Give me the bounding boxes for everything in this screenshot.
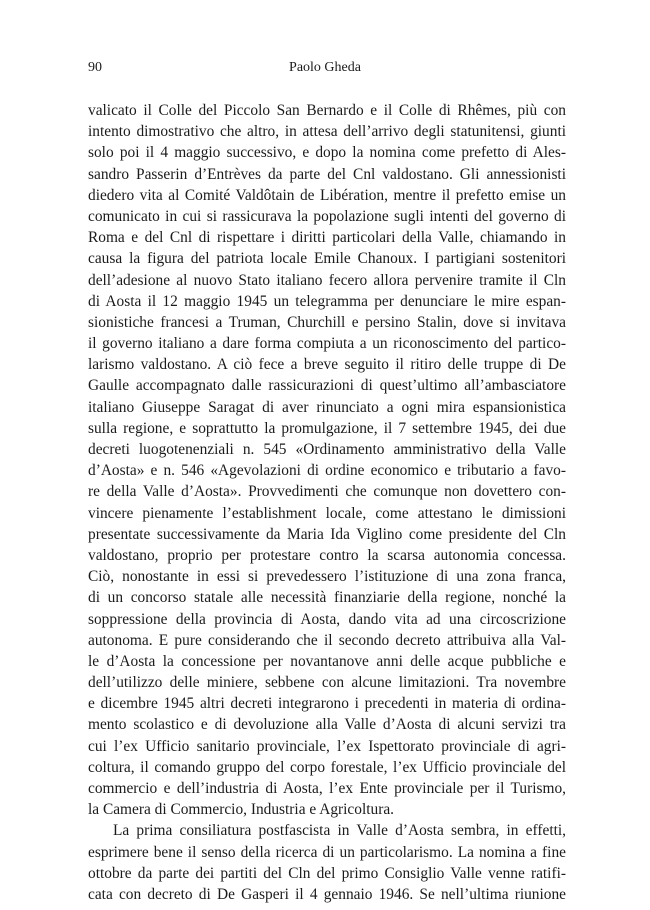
text-line: sulla regione, e soprattutto la promulgazione, il 7 settembre 1945, dei due: [88, 419, 566, 437]
text-line: Ciò, nonostante in essi si prevedessero l’istituzione di una zona franca,: [88, 568, 566, 586]
text-line: ottobre da parte dei partiti del Cln del primo Consiglio Valle venne ratifi-: [88, 864, 566, 882]
text-line: re della Valle d’Aosta». Provvedimenti che comunque non dovettero con-: [88, 483, 566, 501]
body-text: [88, 100, 566, 905]
text-line: italiano Giuseppe Saragat di aver rinunciato a ogni mira espansionistica: [88, 398, 566, 416]
paragraph-start-line: La prima consiliatura postfascista in Valle d’Aosta sembra, in effetti,: [113, 822, 566, 840]
text-line: cui l’ex Ufficio sanitario provinciale, l’ex Ispettorato provinciale di agri-: [88, 737, 566, 755]
text-line: presentate successivamente da Maria Ida Viglino come presidente del Cln: [88, 525, 566, 543]
text-line: comunicato in cui si rassicurava la popolazione sugli intenti del governo di: [88, 207, 566, 225]
text-line: diedero vita al Comité Valdôtain de Libération, mentre il prefetto emise un: [88, 186, 566, 204]
text-line: cata con decreto di De Gasperi il 4 gennaio 1946. Se nell’ultima riunione: [88, 885, 566, 903]
text-line: mento scolastico e di devoluzione alla Valle d’Aosta di alcuni servizi tra: [88, 716, 566, 734]
text-line: vincere pienamente l’establishment locale, come attestano le dimissioni: [88, 504, 566, 522]
page-number: 90: [88, 60, 102, 75]
running-head: Paolo Gheda: [289, 60, 361, 75]
text-line: e dicembre 1945 altri decreti integrarono i precedenti in materia di ordina-: [88, 695, 566, 713]
text-line: causa la figura del patriota locale Emile Chanoux. I partigiani sostenitori: [88, 250, 566, 268]
text-line: coltura, il comando gruppo del corpo forestale, l’ex Ufficio provinciale del: [88, 758, 566, 776]
text-line: soppressione della provincia di Aosta, dando vita ad una circoscrizione: [88, 610, 566, 628]
text-line: dell’utilizzo delle miniere, sebbene con alcune limitazioni. Tra novembre: [88, 674, 566, 692]
text-line: autonoma. E pure considerando che il secondo decreto attribuiva alla Val-: [88, 631, 566, 649]
text-line: decreti luogotenenziali n. 545 «Ordinamento amministrativo della Valle: [88, 441, 566, 458]
text-line: intento dimostrativo che altro, in attesa dell’arrivo degli statunitensi, giunti: [88, 123, 566, 141]
paragraph-end-line: la Camera di Commercio, Industria e Agricoltura.: [88, 801, 395, 819]
text-line: sandro Passerin d’Entrèves da parte del Cnl valdostano. Gli annessionisti: [88, 165, 566, 183]
text-line: valdostano, proprio per protestare contro la scarsa autonomia concessa.: [88, 546, 566, 564]
text-line: Roma e del Cnl di rispettare i diritti particolari della Valle, chiamando in: [88, 229, 566, 247]
text-line: commercio e dell’industria di Aosta, l’ex Ente provinciale per il Turismo,: [88, 780, 566, 797]
text-line: d’Aosta» e n. 546 «Agevolazioni di ordine economico e tributario a favo-: [88, 462, 566, 480]
text-line: di un concorso statale alle necessità finanziarie della regione, nonché la: [88, 589, 566, 607]
page-header: [88, 60, 562, 80]
text-line: le d’Aosta la concessione per novantanove anni delle acque pubbliche e: [88, 652, 566, 670]
text-line: dell’adesione al nuovo Stato italiano fecero allora pervenire tramite il Cln: [88, 271, 566, 289]
text-line: sionistiche francesi a Truman, Churchill e persino Stalin, dove si invitava: [88, 313, 566, 331]
text-line: esprimere bene il senso della ricerca di un particolarismo. La nomina a fine: [88, 843, 566, 861]
text-line: Gaulle accompagnato dalle rassicurazioni di quest’ultimo all’ambasciatore: [88, 377, 566, 395]
text-line: il governo italiano a dare forma compiuta a un riconoscimento del partico-: [88, 335, 566, 353]
text-line: solo poi il 4 maggio successivo, e dopo la nomina come prefetto di Ales-: [88, 144, 566, 162]
text-line: valicato il Colle del Piccolo San Bernardo e il Colle di Rhêmes, più con: [88, 102, 566, 119]
text-line: di Aosta il 12 maggio 1945 un telegramma per denunciare le mire espan-: [88, 292, 566, 310]
text-line: larismo valdostano. A ciò fece a breve seguito il ritiro delle truppe di De: [88, 356, 566, 374]
